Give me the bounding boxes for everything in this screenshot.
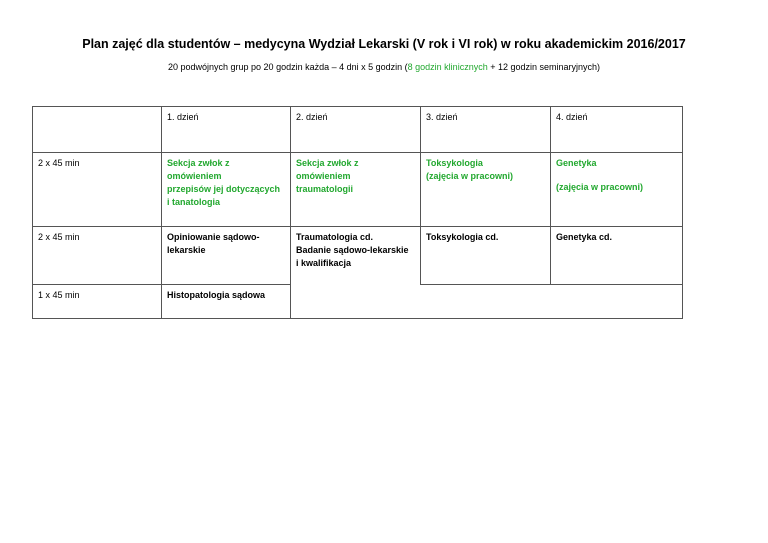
time-cell: 1 x 45 min <box>33 285 162 319</box>
cell-line: Genetyka cd. <box>556 232 613 242</box>
header-cell-day-2: 2. dzień <box>291 107 421 153</box>
session-cell <box>421 227 551 285</box>
cell-line: Traumatologia cd. <box>296 232 374 242</box>
cell-line: (zajęcia w pracowni) <box>426 171 514 181</box>
page-title: Plan zajęć dla studentów – medycyna Wydział Lekarski (V rok i VI rok) w roku akademickim 2016/2017 <box>82 37 686 51</box>
schedule-table <box>32 106 683 319</box>
table-row <box>33 153 683 227</box>
session-cell <box>551 153 683 227</box>
cell-line: Genetyka <box>556 158 597 168</box>
session-cell <box>421 153 551 227</box>
session-cell <box>551 227 683 285</box>
cell-line: Toksykologia cd. <box>426 232 499 242</box>
header-cell-day-4: 4. dzień <box>551 107 683 153</box>
table-row <box>33 227 683 285</box>
cell-line: Sekcja zwłok z omówieniem <box>167 158 230 181</box>
subtitle-highlight: 8 godzin klinicznych <box>407 62 488 72</box>
session-cell <box>291 227 421 285</box>
header-cell-day-1: 1. dzień <box>162 107 291 153</box>
cell-line: lekarskie <box>167 245 206 255</box>
session-cell <box>162 285 291 319</box>
subtitle-suffix: + 12 godzin seminaryjnych) <box>487 62 601 72</box>
table-row <box>33 285 683 319</box>
cell-line: Histopatologia sądowa <box>167 290 266 300</box>
empty-cell <box>291 285 683 319</box>
cell-line: Sekcja zwłok z omówieniem <box>296 158 359 181</box>
page-subtitle <box>0 62 768 72</box>
session-cell <box>291 153 421 227</box>
cell-line: i kwalifikacja <box>296 258 352 268</box>
cell-line: przepisów jej dotyczących <box>167 184 281 194</box>
session-cell <box>162 153 291 227</box>
time-cell: 2 x 45 min <box>33 153 162 227</box>
cell-line: Toksykologia <box>426 158 483 168</box>
cell-line: (zajęcia w pracowni) <box>556 182 644 192</box>
time-cell: 2 x 45 min <box>33 227 162 285</box>
table-header-row <box>33 107 683 153</box>
session-cell <box>162 227 291 285</box>
cell-line: Opiniowanie sądowo- <box>167 232 260 242</box>
cell-line: Badanie sądowo-lekarskie <box>296 245 409 255</box>
header-cell-day-3: 3. dzień <box>421 107 551 153</box>
header-cell-empty <box>33 107 162 153</box>
subtitle-prefix: 20 podwójnych grup po 20 godzin każda – 4 dni x 5 godzin ( <box>167 62 408 72</box>
cell-line: i tanatologia <box>167 197 221 207</box>
cell-line: traumatologii <box>296 184 354 194</box>
